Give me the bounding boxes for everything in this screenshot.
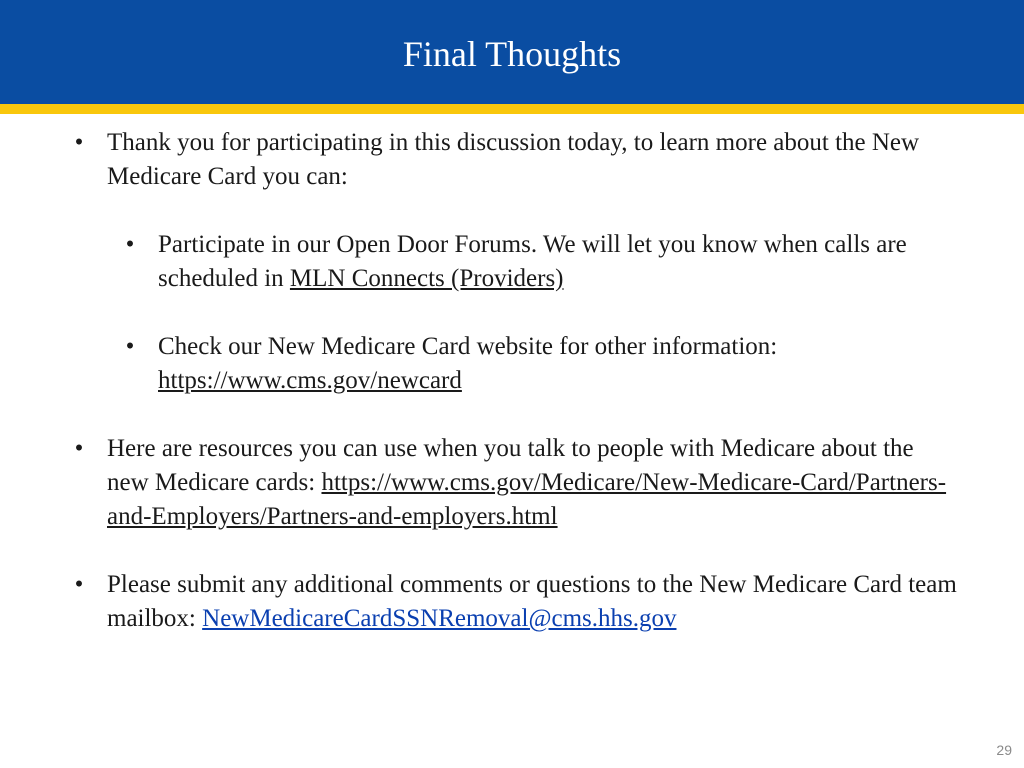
bullet-open-door-forums — [125, 228, 948, 296]
bullet-text-body: Participate in our Open Door Forums. We will let you know when calls are scheduled in — [158, 231, 907, 292]
slide-title: Final Thoughts — [402, 34, 622, 74]
bullet-text — [158, 228, 948, 296]
bullet-dot: • — [74, 129, 84, 156]
bullet-text: Thank you for participating in this discussion today, to learn more about the New Medicare Card you can: — [107, 129, 920, 190]
bullet-dot: • — [74, 435, 84, 462]
header-accent-rule — [0, 104, 1024, 114]
partners-employers-link[interactable]: https://www.cms.gov/Medicare/New-Medicare-Card/Partners-and-Employers/Partners-and-employers.html — [107, 469, 947, 530]
bullet-newcard-website — [125, 330, 948, 398]
bullet-dot: • — [74, 571, 84, 598]
bullet-thank-you — [74, 126, 957, 194]
bullet-text — [107, 568, 957, 636]
newcard-website-link[interactable]: https://www.cms.gov/newcard — [158, 367, 462, 394]
bullet-dot: • — [125, 333, 135, 360]
slide-header — [0, 0, 1024, 104]
bullet-mailbox — [74, 568, 957, 636]
page-number: 29 — [996, 742, 1012, 758]
bullet-text-body: Here are resources you can use when you talk to people with Medicare about the new Medicare cards: — [107, 435, 914, 496]
bullet-dot: • — [125, 231, 135, 258]
bullet-text-body: Please submit any additional comments or questions to the New Medicare Card team mailbox: — [107, 571, 957, 632]
bullet-resources — [74, 432, 957, 534]
mln-connects-link[interactable]: MLN Connects (Providers) — [289, 265, 564, 292]
bullet-text-body: Check our New Medicare Card website for other information: — [158, 333, 778, 360]
bullet-text — [158, 330, 948, 398]
mailbox-email-link[interactable]: NewMedicareCardSSNRemoval@cms.hhs.gov — [202, 605, 677, 632]
bullet-text — [107, 432, 957, 534]
